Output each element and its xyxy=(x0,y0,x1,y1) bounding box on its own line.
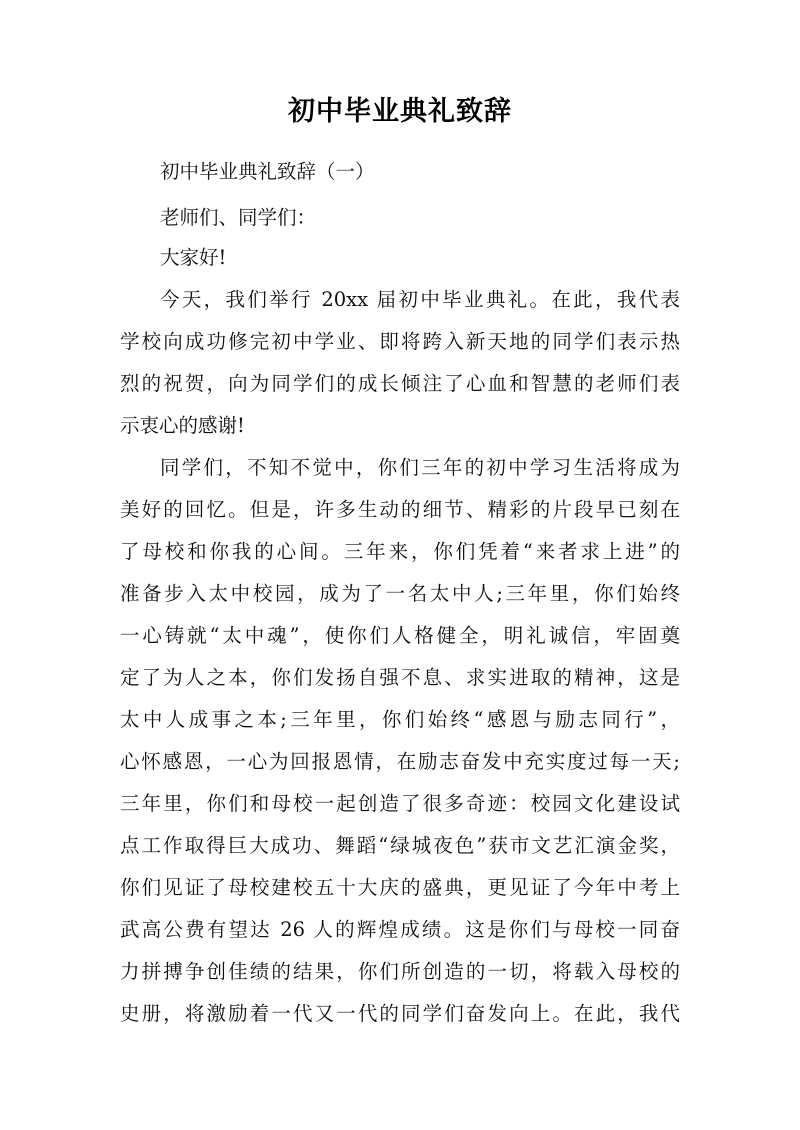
body-line: 准备步入太中校园，成为了一名太中人;三年里，你们始终 xyxy=(120,582,680,605)
body-line: 心怀感恩，一心为回报恩情，在励志奋发中充实度过每一天; xyxy=(120,750,680,773)
body-line: 今天，我们举行 20xx 届初中毕业典礼。在此，我代表 xyxy=(160,288,680,311)
body-line: 示衷心的感谢! xyxy=(120,414,245,437)
salutation-line: 老师们、同学们： xyxy=(160,206,317,229)
document-title: 初中毕业典礼致辞 xyxy=(288,96,512,127)
body-line: 力拼搏争创佳绩的结果，你们所创造的一切，将载入母校的 xyxy=(120,960,680,983)
body-line: 烈的祝贺，向为同学们的成长倾注了心血和智慧的老师们表 xyxy=(120,372,680,395)
body-line: 学校向成功修完初中学业、即将跨入新天地的同学们表示热 xyxy=(120,330,680,353)
body-line: 定了为人之本，你们发扬自强不息、求实进取的精神，这是 xyxy=(120,666,680,689)
body-line: 同学们，不知不觉中，你们三年的初中学习生活将成为 xyxy=(160,456,680,479)
subtitle-line: 初中毕业典礼致辞（一） xyxy=(160,160,375,183)
body-line: 武高公费有望达 26 人的辉煌成绩。这是你们与母校一同奋 xyxy=(120,918,680,941)
body-line: 太中人成事之本;三年里，你们始终“感恩与励志同行”， xyxy=(120,708,680,731)
body-line: 了母校和你我的心间。三年来，你们凭着“来者求上进”的 xyxy=(120,540,680,563)
body-line: 三年里，你们和母校一起创造了很多奇迹：校园文化建设试 xyxy=(120,792,680,815)
greeting-line: 大家好! xyxy=(160,246,227,269)
body-line: 点工作取得巨大成功、舞蹈“绿城夜色”获市文艺汇演金奖， xyxy=(120,834,680,857)
body-line: 史册，将激励着一代又一代的同学们奋发向上。在此，我代 xyxy=(120,1002,680,1025)
body-line: 一心铸就“太中魂”，使你们人格健全，明礼诚信，牢固奠 xyxy=(120,624,680,647)
body-line: 你们见证了母校建校五十大庆的盛典，更见证了今年中考上 xyxy=(120,876,680,899)
body-line: 美好的回忆。但是，许多生动的细节、精彩的片段早已刻在 xyxy=(120,498,680,521)
